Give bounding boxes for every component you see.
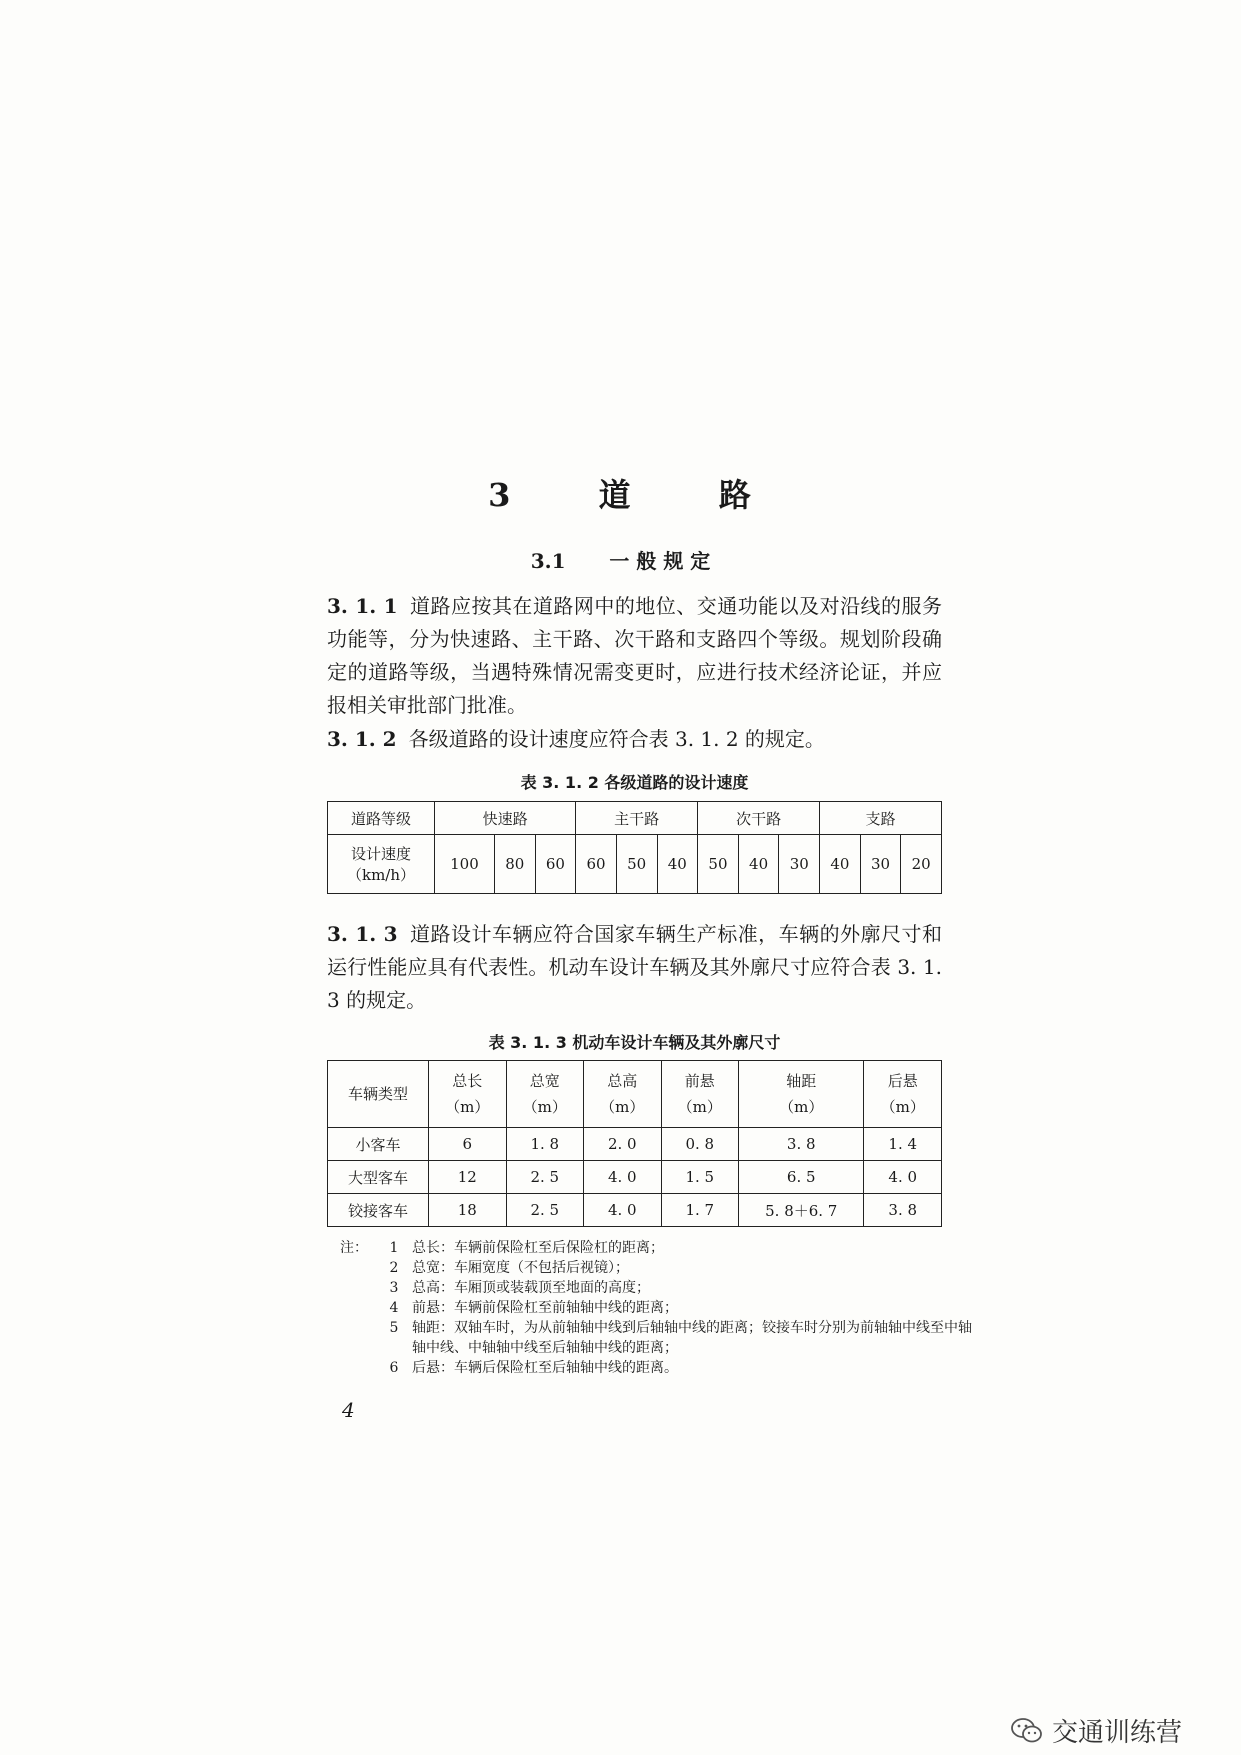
- table-header-cell: [584, 1061, 662, 1128]
- table-header-cell: [661, 1061, 739, 1128]
- table-cell: 5. 8＋6. 7: [739, 1194, 864, 1227]
- column-unit: （m）: [677, 1098, 722, 1116]
- section-number: 3.1: [530, 549, 566, 573]
- table-cell: 4. 0: [584, 1194, 662, 1227]
- table-row: [328, 835, 942, 894]
- clause-3-1-2: [327, 723, 942, 756]
- page-number: 4: [342, 1398, 355, 1422]
- clause-number: 3. 1. 2: [327, 727, 397, 751]
- notes-label: 注：: [340, 1240, 368, 1256]
- note-text: 总长：车辆前保险杠至后保险杠的距离；: [412, 1240, 664, 1256]
- table-notes: [340, 1238, 972, 1378]
- clause-3-1-3: [327, 918, 942, 1017]
- note-text: 轴距：双轴车时，为从前轴轴中线到后轴轴中线的距离；铰接车时分别为前轴轴中线至中轴轴中线、中轴轴中线至后轴轴中线的距离；: [412, 1320, 972, 1356]
- table-row: [328, 1128, 942, 1161]
- column-unit: （m）: [880, 1098, 925, 1116]
- table-cell: 50: [698, 835, 739, 894]
- vehicle-dimensions-table: [327, 1060, 942, 1227]
- column-name: 总长: [452, 1072, 483, 1090]
- table-cell: 30: [860, 835, 901, 894]
- table-cell: 3. 8: [864, 1194, 942, 1227]
- column-name: 后悬: [887, 1072, 918, 1090]
- note-item: [340, 1258, 972, 1278]
- wechat-icon: [1010, 1717, 1044, 1745]
- column-unit: （m）: [779, 1098, 824, 1116]
- table-row-label: 大型客车: [328, 1161, 429, 1194]
- table-row: [328, 1194, 942, 1227]
- table-cell: 6: [429, 1128, 507, 1161]
- note-text: 后悬：车辆后保险杠至后轴轴中线的距离。: [412, 1360, 678, 1376]
- table-cell: 60: [535, 835, 576, 894]
- table-caption: 表 3. 1. 2 各级道路的设计速度: [520, 773, 749, 792]
- table-cell: 40: [657, 835, 698, 894]
- note-number: 4: [389, 1300, 399, 1316]
- table-caption: 表 3. 1. 3 机动车设计车辆及其外廓尺寸: [488, 1033, 781, 1052]
- column-name: 总宽: [529, 1072, 560, 1090]
- column-unit: （m）: [522, 1098, 567, 1116]
- table-cell: 40: [738, 835, 779, 894]
- note-number: 5: [389, 1320, 399, 1336]
- section-title: [0, 545, 1241, 574]
- table-cell: 80: [494, 835, 535, 894]
- table-row: [328, 802, 942, 835]
- table-cell: 1. 8: [506, 1128, 584, 1161]
- note-item: [340, 1318, 972, 1358]
- table-row-label: [328, 835, 435, 894]
- section-name: 一 般 规 定: [609, 549, 711, 573]
- table-row-label: 铰接客车: [328, 1194, 429, 1227]
- table-cell: 30: [779, 835, 820, 894]
- note-number: 1: [389, 1240, 399, 1256]
- table-cell: 40: [820, 835, 861, 894]
- table-header-cell: [739, 1061, 864, 1128]
- clause-text: 道路设计车辆应符合国家车辆生产标准，车辆的外廓尺寸和运行性能应具有代表性。机动车设计车辆及其外廓尺寸应符合表 3. 1. 3 的规定。: [327, 922, 942, 1012]
- table-row-label: 小客车: [328, 1128, 429, 1161]
- table-cell: 50: [616, 835, 657, 894]
- column-name: 前悬: [684, 1072, 715, 1090]
- table-cell: 2. 5: [506, 1161, 584, 1194]
- row-label-unit: （km/h）: [346, 866, 416, 884]
- table-cell: 4. 0: [864, 1161, 942, 1194]
- note-number: 6: [389, 1360, 399, 1376]
- table-header-cell: [429, 1061, 507, 1128]
- table-header-cell: 快速路: [435, 802, 576, 835]
- column-unit: （m）: [445, 1098, 490, 1116]
- watermark: [1010, 1712, 1182, 1749]
- table-header-row: [328, 1061, 942, 1128]
- table-header-cell: 道路等级: [328, 802, 435, 835]
- table-header-cell: 支路: [820, 802, 942, 835]
- table-cell: 20: [901, 835, 942, 894]
- note-item: [340, 1358, 972, 1378]
- chapter-title: [0, 470, 1241, 516]
- table-cell: 1. 4: [864, 1128, 942, 1161]
- note-number: 2: [389, 1260, 399, 1276]
- note-item: [340, 1298, 972, 1318]
- clause-number: 3. 1. 1: [327, 594, 398, 618]
- chapter-title-part-a: 道: [598, 476, 633, 514]
- table-cell: 3. 8: [739, 1128, 864, 1161]
- table-cell: 6. 5: [739, 1161, 864, 1194]
- clause-text: 各级道路的设计速度应符合表 3. 1. 2 的规定。: [408, 727, 825, 751]
- design-speed-table: [327, 801, 942, 894]
- table-header-cell: 车辆类型: [328, 1061, 429, 1128]
- note-item: [340, 1238, 972, 1258]
- table-cell: 1. 5: [661, 1161, 739, 1194]
- table-row: [328, 1161, 942, 1194]
- note-text: 总高：车厢顶或装载顶至地面的高度；: [412, 1280, 650, 1296]
- table-cell: 18: [429, 1194, 507, 1227]
- clause-text: 道路应按其在道路网中的地位、交通功能以及对沿线的服务功能等，分为快速路、主干路、次干路和支路四个等级。规划阶段确定的道路等级，当遇特殊情况需变更时，应进行技术经济论证，并应报相关审批部门批准。: [327, 594, 942, 717]
- note-item: [340, 1278, 972, 1298]
- chapter-number: 3: [488, 476, 513, 514]
- table-cell: 60: [576, 835, 617, 894]
- table-cell: 0. 8: [661, 1128, 739, 1161]
- clause-number: 3. 1. 3: [327, 922, 398, 946]
- column-name: 总高: [607, 1072, 638, 1090]
- table-header-cell: 次干路: [698, 802, 820, 835]
- table-header-cell: [506, 1061, 584, 1128]
- note-number: 3: [389, 1280, 399, 1296]
- column-unit: （m）: [600, 1098, 645, 1116]
- column-name: 轴距: [786, 1072, 817, 1090]
- watermark-text: 交通训练营: [1052, 1718, 1183, 1748]
- table-cell: 100: [435, 835, 495, 894]
- table-header-cell: [864, 1061, 942, 1128]
- table-cell: 1. 7: [661, 1194, 739, 1227]
- table-cell: 2. 5: [506, 1194, 584, 1227]
- clause-3-1-1: [327, 590, 942, 722]
- table-header-cell: 主干路: [576, 802, 698, 835]
- row-label-line: 设计速度: [350, 845, 411, 863]
- chapter-title-part-b: 路: [718, 476, 753, 514]
- note-text: 总宽：车厢宽度（不包括后视镜）；: [412, 1260, 629, 1276]
- table-cell: 12: [429, 1161, 507, 1194]
- table-cell: 4. 0: [584, 1161, 662, 1194]
- note-text: 前悬：车辆前保险杠至前轴轴中线的距离；: [412, 1300, 678, 1316]
- table-cell: 2. 0: [584, 1128, 662, 1161]
